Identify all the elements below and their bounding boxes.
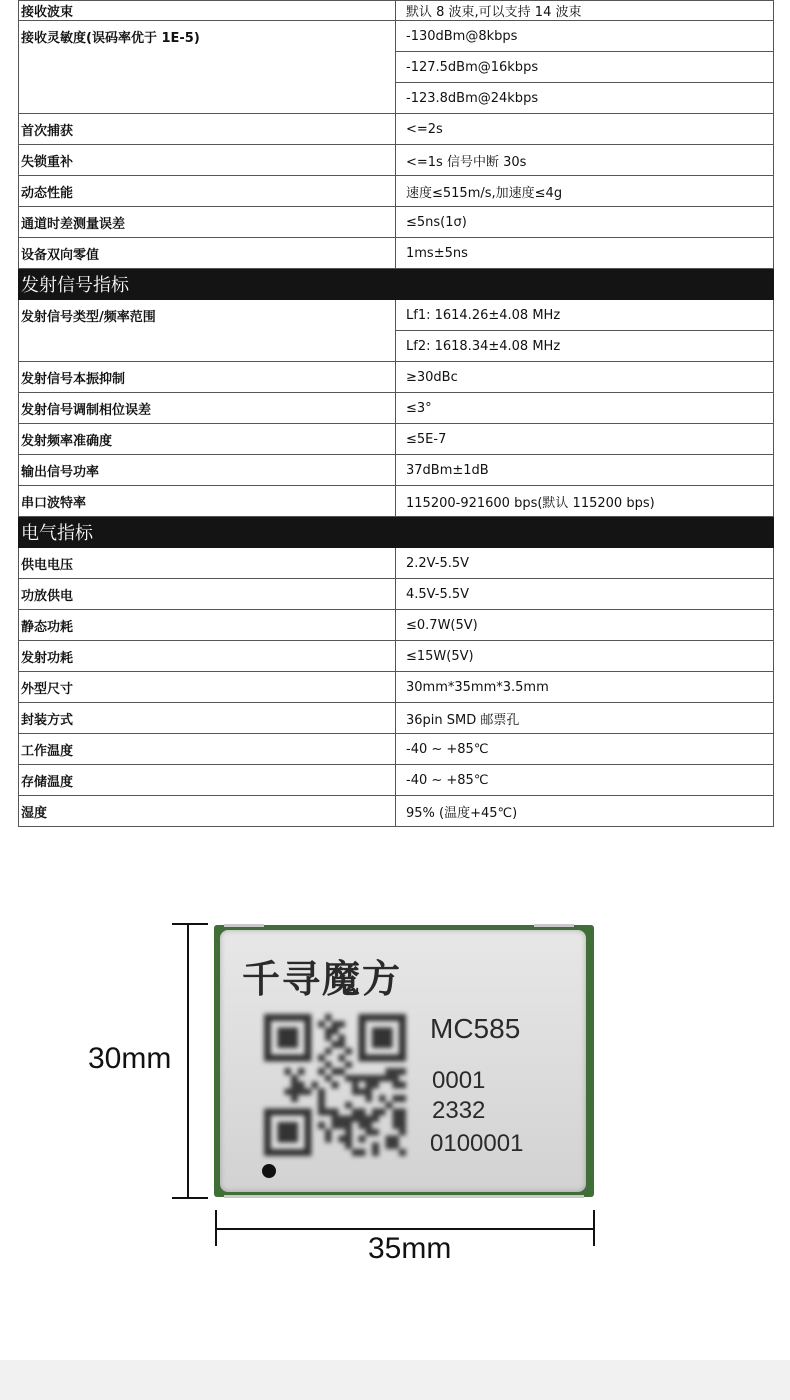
spec-value-cell: ≤3°	[396, 393, 774, 424]
page-footer-bar	[0, 1360, 790, 1400]
module-pad	[224, 924, 264, 927]
spec-key-cell: 存储温度	[19, 765, 396, 796]
table-row	[19, 362, 774, 393]
spec-key-cell: 输出信号功率	[19, 455, 396, 486]
table-row	[19, 1, 774, 21]
spec-key-cell: 功放供电	[19, 579, 396, 610]
module-pad	[534, 924, 574, 927]
spec-value-cell: 4.5V-5.5V	[396, 579, 774, 610]
spec-value-cell: -130dBm@8kbps	[396, 21, 774, 52]
table-row	[19, 796, 774, 827]
table-row	[19, 703, 774, 734]
table-row	[19, 734, 774, 765]
spec-key-cell: 封装方式	[19, 703, 396, 734]
spec-value-cell: -40 ~ +85℃	[396, 765, 774, 796]
spec-value-cell: <=1s 信号中断 30s	[396, 145, 774, 176]
spec-key-cell: 动态性能	[19, 176, 396, 207]
spec-key-cell: 工作温度	[19, 734, 396, 765]
module-pcb	[214, 925, 594, 1197]
spec-key-cell: 发射信号类型/频率范围	[19, 300, 396, 362]
spec-value-cell: 115200-921600 bps(默认 115200 bps)	[396, 486, 774, 517]
spec-value-cell: ≤0.7W(5V)	[396, 610, 774, 641]
width-dimension-line	[216, 1228, 595, 1230]
spec-key-cell: 首次捕获	[19, 114, 396, 145]
spec-value-cell: Lf1: 1614.26±4.08 MHz	[396, 300, 774, 331]
spec-value-cell: 速度≤515m/s,加速度≤4g	[396, 176, 774, 207]
module-shield-can	[220, 930, 586, 1192]
module-pad	[224, 1195, 584, 1198]
spec-value-cell: 1ms±5ns	[396, 238, 774, 269]
table-row	[19, 145, 774, 176]
section-title: 发射信号指标	[19, 269, 774, 300]
spec-key-cell: 发射功耗	[19, 641, 396, 672]
spec-key-cell: 串口波特率	[19, 486, 396, 517]
spec-key-cell: 失锁重补	[19, 145, 396, 176]
spec-value-cell: 2.2V-5.5V	[396, 548, 774, 579]
table-row	[19, 207, 774, 238]
width-dimension-left-tick	[215, 1210, 217, 1246]
spec-key-cell: 接收波束	[19, 1, 396, 21]
table-row	[19, 238, 774, 269]
width-dimension-label: 35mm	[368, 1232, 452, 1265]
spec-value-cell: 36pin SMD 邮票孔	[396, 703, 774, 734]
table-row	[19, 641, 774, 672]
module-serial-line-1: 0001	[432, 1067, 486, 1094]
spec-key-cell: 供电电压	[19, 548, 396, 579]
spec-value-cell: -127.5dBm@16kbps	[396, 52, 774, 83]
pin1-marker-icon	[262, 1164, 276, 1178]
section-header-row	[19, 269, 774, 300]
section-header-row	[19, 517, 774, 548]
spec-value-cell: ≤5ns(1σ)	[396, 207, 774, 238]
spec-value-cell: -40 ~ +85℃	[396, 734, 774, 765]
spec-value-cell: ≥30dBc	[396, 362, 774, 393]
spec-value-cell: 37dBm±1dB	[396, 455, 774, 486]
table-row	[19, 300, 774, 331]
table-row	[19, 114, 774, 145]
spec-value-cell: -123.8dBm@24kbps	[396, 83, 774, 114]
table-row	[19, 610, 774, 641]
qr-code-icon	[264, 1014, 406, 1156]
height-dimension-top-tick	[172, 923, 208, 925]
spec-table	[18, 0, 774, 827]
table-row	[19, 424, 774, 455]
spec-key-cell: 湿度	[19, 796, 396, 827]
spec-key-cell: 发射频率准确度	[19, 424, 396, 455]
spec-key-cell: 发射信号调制相位误差	[19, 393, 396, 424]
spec-key-cell: 设备双向零值	[19, 238, 396, 269]
spec-key-cell: 外型尺寸	[19, 672, 396, 703]
spec-value-cell: ≤5E-7	[396, 424, 774, 455]
spec-value-cell: Lf2: 1618.34±4.08 MHz	[396, 331, 774, 362]
spec-value-cell: ≤15W(5V)	[396, 641, 774, 672]
spec-key-cell: 静态功耗	[19, 610, 396, 641]
spec-value-cell: <=2s	[396, 114, 774, 145]
table-row	[19, 21, 774, 52]
table-row	[19, 548, 774, 579]
module-brand-text: 千寻魔方	[242, 957, 403, 1001]
table-row	[19, 579, 774, 610]
spec-key-cell: 发射信号本振抑制	[19, 362, 396, 393]
height-dimension-label: 30mm	[88, 1042, 172, 1075]
spec-key-cell: 接收灵敏度(误码率优于 1E-5)	[19, 21, 396, 114]
spec-value-cell: 30mm*35mm*3.5mm	[396, 672, 774, 703]
table-row	[19, 176, 774, 207]
table-row	[19, 765, 774, 796]
table-row	[19, 455, 774, 486]
spec-value-cell: 默认 8 波束,可以支持 14 波束	[396, 1, 774, 21]
module-serial-line-3: 0100001	[430, 1130, 524, 1157]
width-dimension-right-tick	[593, 1210, 595, 1246]
module-dimension-figure	[0, 900, 790, 1270]
spec-table-body	[19, 1, 774, 827]
height-dimension-bottom-tick	[172, 1197, 208, 1199]
module-model-text: MC585	[430, 1013, 521, 1044]
module-serial-line-2: 2332	[432, 1097, 486, 1124]
table-row	[19, 672, 774, 703]
table-row	[19, 486, 774, 517]
section-title: 电气指标	[19, 517, 774, 548]
spec-value-cell: 95% (温度+45℃)	[396, 796, 774, 827]
height-dimension-line	[187, 924, 189, 1199]
table-row	[19, 393, 774, 424]
spec-key-cell: 通道时差测量误差	[19, 207, 396, 238]
